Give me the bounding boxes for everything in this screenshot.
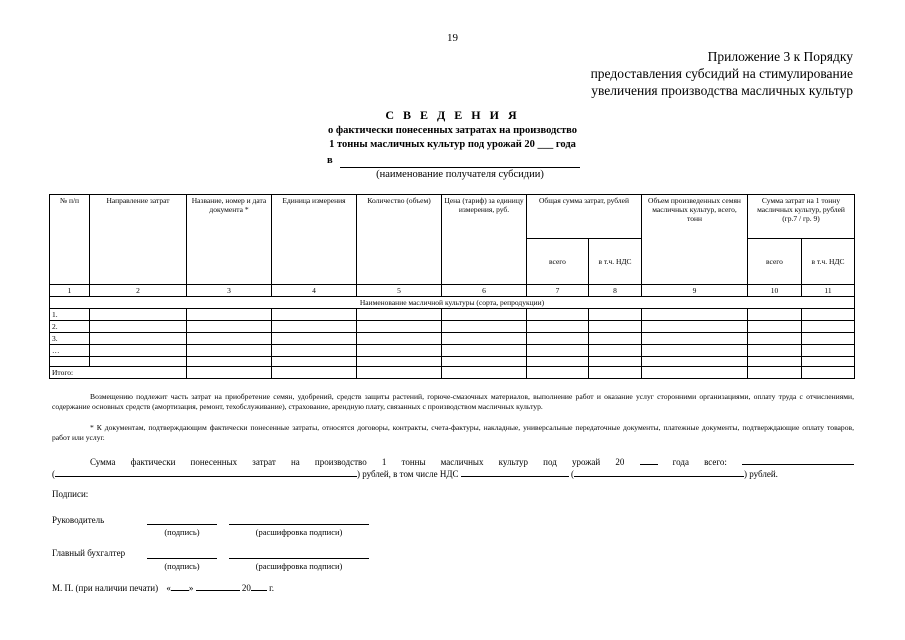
sum-text-part2: года всего:: [672, 457, 727, 467]
table-cell[interactable]: [527, 309, 589, 321]
header-total-vat: в т.ч. НДС: [589, 239, 642, 285]
table-cell[interactable]: [748, 345, 802, 357]
accountant-decode-hint: (расшифровка подписи): [255, 561, 343, 571]
sum-statement: [52, 456, 854, 480]
table-cell[interactable]: [357, 367, 442, 379]
col-number: 10: [748, 285, 802, 297]
date-year-field[interactable]: [251, 590, 267, 591]
header-per-ton: Сумма затрат на 1 тонну масличных культур, рублей (гр.7 / гр. 9): [748, 195, 855, 239]
table-cell[interactable]: [272, 357, 357, 367]
table-cell[interactable]: [442, 309, 527, 321]
table-cell[interactable]: [187, 309, 272, 321]
table-cell[interactable]: [589, 321, 642, 333]
sum-text-part5: (: [570, 469, 574, 479]
row-number: 2.: [50, 321, 90, 333]
appendix-line-1: Приложение 3 к Порядку: [707, 49, 853, 64]
year-field[interactable]: [640, 464, 658, 465]
sum-text-part6: ) рублей.: [743, 469, 778, 479]
header-num: № п/п: [50, 195, 90, 285]
table-cell[interactable]: [802, 357, 855, 367]
table-cell[interactable]: [527, 357, 589, 367]
col-number: 11: [802, 285, 855, 297]
stamp-date-line: [52, 583, 274, 593]
col-number: 5: [357, 285, 442, 297]
year-suffix: г.: [269, 583, 275, 593]
stamp-label: М. П. (при наличии печати): [52, 583, 159, 593]
table-cell[interactable]: [442, 367, 527, 379]
col-number: 8: [589, 285, 642, 297]
expenses-table-wrapper: [49, 194, 854, 379]
subtitle-line-2: 1 тонны масличных культур под урожай 20 ___ года: [329, 139, 576, 150]
row-number: [50, 357, 90, 367]
header-quantity: Количество (объем): [357, 195, 442, 285]
page-number: 19: [447, 32, 458, 44]
note-reimbursement-text: Возмещению подлежит часть затрат на приобретение семян, удобрений, средств защиты растений, горюче-смазочных материалов, выполнение работ и оказание услуг сторонними организациями, оплату труда с отчислениями, содержание основных средств (амортизация, ремонт, техобслуживание), страхование, арендную плату, связанных с производством масличных культур.: [52, 392, 854, 411]
head-signature-field[interactable]: [147, 524, 217, 525]
table-cell[interactable]: [589, 367, 642, 379]
table-cell[interactable]: [642, 367, 748, 379]
accountant-signature-field[interactable]: [147, 558, 217, 559]
table-cell[interactable]: [642, 333, 748, 345]
note-documents-text: * К документам, подтверждающим фактически понесенные затраты, относятся договоры, контракты, счета-фактуры, накладные, универсальные передаточные документы, платежные документы, подтверждающие оплату товаров, работ или услуг.: [52, 423, 854, 442]
table-cell[interactable]: [589, 357, 642, 367]
table-cell[interactable]: [527, 333, 589, 345]
table-cell[interactable]: [589, 345, 642, 357]
table-cell[interactable]: [642, 321, 748, 333]
table-cell[interactable]: [187, 357, 272, 367]
document-title: С В Е Д Е Н И Я: [385, 108, 520, 122]
table-cell[interactable]: [748, 357, 802, 367]
table-cell[interactable]: [187, 321, 272, 333]
head-decode-field[interactable]: [229, 524, 369, 525]
head-decode-hint: (расшифровка подписи): [255, 527, 343, 537]
day-field[interactable]: [171, 590, 189, 591]
table-cell[interactable]: [272, 367, 357, 379]
table-cell[interactable]: [527, 321, 589, 333]
table-cell[interactable]: [589, 309, 642, 321]
document-subtitle: [0, 124, 905, 152]
head-signature-hint: (подпись): [164, 527, 200, 537]
col-number: 1: [50, 285, 90, 297]
expenses-table: [49, 194, 855, 379]
table-cell[interactable]: [589, 333, 642, 345]
total-sum-field[interactable]: [742, 464, 854, 465]
table-cell[interactable]: [357, 357, 442, 367]
note-reimbursement: [52, 392, 854, 412]
table-cell[interactable]: [642, 357, 748, 367]
table-cell[interactable]: [90, 345, 187, 357]
year-prefix: 20: [241, 583, 251, 593]
table-cell[interactable]: [748, 321, 802, 333]
table-cell[interactable]: [90, 309, 187, 321]
signatures-heading: Подписи:: [52, 489, 89, 499]
table-cell[interactable]: [442, 345, 527, 357]
table-cell[interactable]: [802, 367, 855, 379]
total-label: Итого:: [50, 367, 187, 379]
table-row: [50, 357, 855, 367]
table-cell[interactable]: [527, 367, 589, 379]
table-cell[interactable]: [357, 333, 442, 345]
appendix-heading: [591, 48, 853, 99]
col-number: 9: [642, 285, 748, 297]
row-number: 3.: [50, 333, 90, 345]
subtitle-line-3: в: [327, 155, 333, 166]
appendix-line-3: увеличения производства масличных культур: [591, 83, 853, 98]
row-number: …: [50, 345, 90, 357]
header-unit: Единица измерения: [272, 195, 357, 285]
table-cell[interactable]: [357, 345, 442, 357]
table-cell[interactable]: [748, 367, 802, 379]
col-number: 3: [187, 285, 272, 297]
table-cell[interactable]: [272, 321, 357, 333]
note-documents: [52, 423, 854, 443]
appendix-line-2: предоставления субсидий на стимулирование: [590, 66, 853, 81]
subtitle-line-1: о фактически понесенных затратах на производство: [327, 125, 578, 136]
sum-text-part3: (: [52, 469, 55, 479]
table-cell[interactable]: [187, 333, 272, 345]
sum-text-part4: ) рублей, в том числе НДС: [357, 469, 459, 479]
table-cell[interactable]: [748, 309, 802, 321]
table-cell[interactable]: [748, 333, 802, 345]
sum-text-part1: Сумма фактически понесенных затрат на производство 1 тонны масличных культур под урожай 20: [90, 457, 625, 467]
row-number: 1.: [50, 309, 90, 321]
table-row: [50, 333, 855, 345]
accountant-decode-field[interactable]: [229, 558, 369, 559]
table-cell[interactable]: [642, 345, 748, 357]
table-cell[interactable]: [802, 345, 855, 357]
total-row: [50, 367, 855, 379]
table-cell[interactable]: [642, 309, 748, 321]
header-volume: Объем произведенных семян масличных культур, всего, тонн: [642, 195, 748, 285]
table-cell[interactable]: [527, 345, 589, 357]
table-cell[interactable]: [357, 321, 442, 333]
table-cell[interactable]: [90, 321, 187, 333]
table-cell[interactable]: [272, 345, 357, 357]
vat-sum-field[interactable]: [461, 476, 569, 477]
table-cell[interactable]: [272, 333, 357, 345]
total-sum-words-field[interactable]: [55, 476, 357, 477]
vat-sum-words-field[interactable]: [574, 476, 744, 477]
header-per-ton-vat: в т.ч. НДС: [802, 239, 855, 285]
col-number: 2: [90, 285, 187, 297]
table-cell[interactable]: [90, 357, 187, 367]
table-cell[interactable]: [802, 309, 855, 321]
table-row: [50, 345, 855, 357]
table-cell[interactable]: [442, 321, 527, 333]
col-number: 7: [527, 285, 589, 297]
recipient-hint: (наименование получателя субсидии): [376, 169, 544, 180]
table-cell[interactable]: [357, 309, 442, 321]
table-cell[interactable]: [802, 333, 855, 345]
table-row: [50, 321, 855, 333]
table-cell[interactable]: [442, 333, 527, 345]
table-cell[interactable]: [90, 333, 187, 345]
col-number: 4: [272, 285, 357, 297]
table-cell[interactable]: [272, 309, 357, 321]
recipient-name-field[interactable]: [340, 167, 580, 168]
header-document: Название, номер и дата документа *: [187, 195, 272, 285]
header-price: Цена (тариф) за единицу измерения, руб.: [442, 195, 527, 285]
col-number: 6: [442, 285, 527, 297]
table-cell[interactable]: [187, 345, 272, 357]
date-close: »: [188, 583, 194, 593]
table-cell[interactable]: [187, 367, 272, 379]
section-label: Наименование масличной культуры (сорта, репродукции): [50, 297, 855, 309]
accountant-label: Главный бухгалтер: [52, 548, 126, 558]
head-label: Руководитель: [52, 515, 105, 525]
header-direction: Направление затрат: [90, 195, 187, 285]
accountant-signature-hint: (подпись): [164, 561, 200, 571]
table-cell[interactable]: [802, 321, 855, 333]
table-cell[interactable]: [442, 357, 527, 367]
header-per-ton-all: всего: [748, 239, 802, 285]
table-row: [50, 309, 855, 321]
month-field[interactable]: [196, 590, 240, 591]
date-open: «: [166, 583, 171, 593]
header-total-all: всего: [527, 239, 589, 285]
header-total-sum: Общая сумма затрат, рублей: [527, 195, 642, 239]
